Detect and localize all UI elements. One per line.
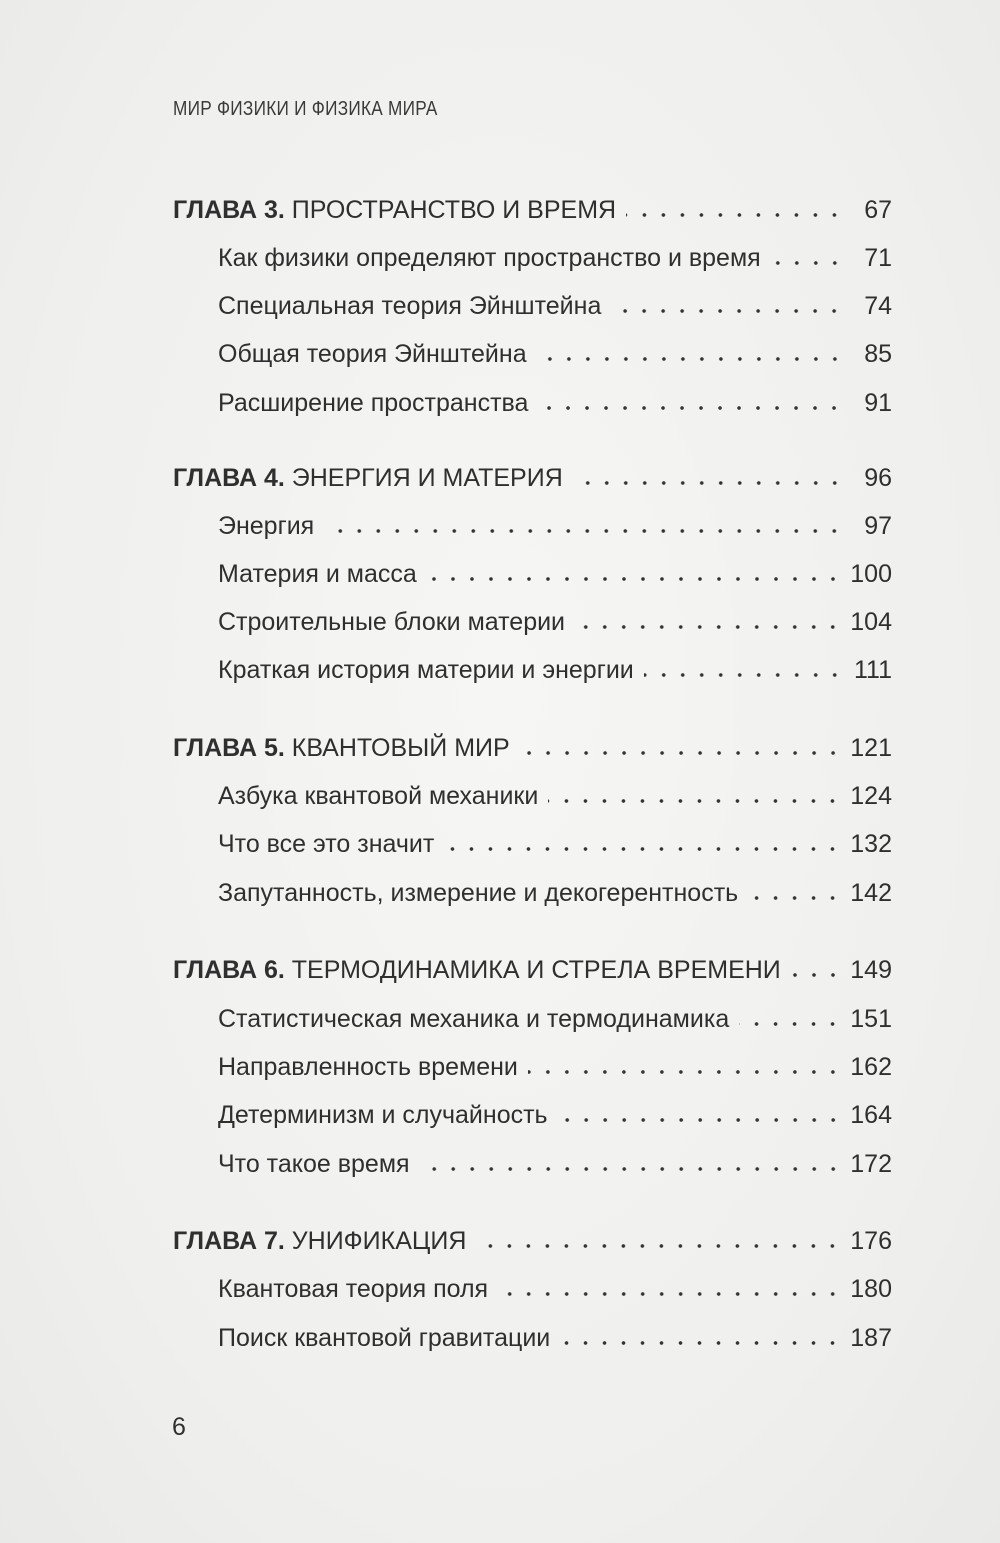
toc-page-number: 91 bbox=[864, 388, 892, 417]
section-title: Общая теория Эйнштейна bbox=[218, 339, 527, 368]
leader-dots bbox=[520, 751, 843, 755]
toc-page-number: 124 bbox=[850, 781, 892, 810]
toc-section-row[interactable] bbox=[0, 602, 1000, 642]
leader-dots bbox=[739, 1022, 842, 1026]
toc-page-number: 111 bbox=[853, 655, 892, 684]
section-title: Детерминизм и случайность bbox=[218, 1100, 548, 1129]
leader-dots bbox=[537, 357, 844, 361]
toc-page-number: 96 bbox=[864, 463, 892, 492]
toc-section-row[interactable] bbox=[0, 383, 1000, 423]
page-number: 6 bbox=[172, 1413, 186, 1441]
section-title: Специальная теория Эйнштейна bbox=[218, 291, 602, 320]
leader-dots bbox=[528, 1070, 842, 1074]
leader-dots bbox=[538, 406, 844, 410]
section-title: Как физики определяют пространство и время bbox=[218, 243, 761, 272]
section-title: Квантовая теория поля bbox=[218, 1274, 489, 1303]
chapter-name: ЭНЕРГИЯ И МАТЕРИЯ bbox=[291, 463, 563, 492]
leader-dots bbox=[548, 799, 842, 803]
chapter-name: ПРОСТРАНСТВО И ВРЕМЯ bbox=[291, 195, 617, 224]
toc-page-number: 67 bbox=[864, 195, 892, 224]
toc-section-row[interactable] bbox=[0, 238, 1000, 278]
toc-section-row[interactable] bbox=[0, 776, 1000, 816]
toc-page-number: 187 bbox=[850, 1323, 892, 1352]
toc-chapter-row[interactable] bbox=[0, 190, 1000, 230]
section-title: Азбука квантовой механики bbox=[218, 781, 539, 810]
toc-page-number: 142 bbox=[850, 878, 892, 907]
toc-section-row[interactable] bbox=[0, 554, 1000, 594]
toc-page-number: 71 bbox=[864, 243, 892, 272]
toc-chapter-row[interactable] bbox=[0, 1221, 1000, 1261]
toc-section-row[interactable] bbox=[0, 873, 1000, 913]
chapter-title bbox=[173, 734, 516, 763]
toc-section-row[interactable] bbox=[0, 824, 1000, 864]
toc-section-row[interactable] bbox=[0, 334, 1000, 374]
leader-dots bbox=[498, 1292, 842, 1296]
toc-page-number: 180 bbox=[850, 1274, 892, 1303]
toc-section-row[interactable] bbox=[0, 650, 1000, 690]
toc-section-row[interactable] bbox=[0, 1269, 1000, 1309]
chapter-name: УНИФИКАЦИЯ bbox=[291, 1226, 467, 1255]
toc-section-row[interactable] bbox=[0, 1144, 1000, 1184]
toc-page-number: 151 bbox=[850, 1004, 892, 1033]
section-title: Краткая история материи и энергии bbox=[218, 655, 634, 684]
running-head: МИР ФИЗИКИ И ФИЗИКА МИРА bbox=[173, 98, 438, 120]
leader-dots bbox=[560, 1341, 842, 1345]
section-title: Направленность времени bbox=[218, 1052, 518, 1081]
toc-section-row[interactable] bbox=[0, 1047, 1000, 1087]
toc-section-row[interactable] bbox=[0, 506, 1000, 546]
section-title: Энергия bbox=[218, 511, 315, 540]
chapter-title bbox=[173, 956, 787, 985]
toc-page-number: 164 bbox=[850, 1100, 892, 1129]
leader-dots bbox=[626, 213, 844, 217]
section-title: Материя и масса bbox=[218, 559, 417, 588]
toc-section-row[interactable] bbox=[0, 1318, 1000, 1358]
leader-dots bbox=[558, 1118, 843, 1122]
chapter-title bbox=[173, 1227, 472, 1256]
toc-page-number: 121 bbox=[850, 733, 892, 762]
toc-page-number: 85 bbox=[864, 339, 892, 368]
leader-dots bbox=[476, 1244, 842, 1248]
section-title: Что такое время bbox=[218, 1149, 410, 1178]
leader-dots bbox=[324, 529, 844, 533]
section-title: Запутанность, измерение и декогерентность bbox=[218, 878, 739, 907]
leader-dots bbox=[427, 577, 842, 581]
section-title: Статистическая механика и термодинамика bbox=[218, 1004, 730, 1033]
toc-page-number: 172 bbox=[850, 1149, 892, 1178]
chapter-name: ТЕРМОДИНАМИКА И СТРЕЛА ВРЕМЕНИ bbox=[291, 955, 781, 984]
leader-dots bbox=[748, 896, 842, 900]
toc-page-number: 97 bbox=[864, 511, 892, 540]
leader-dots bbox=[420, 1167, 843, 1171]
toc-page-number: 104 bbox=[850, 607, 892, 636]
toc-page-number: 162 bbox=[850, 1052, 892, 1081]
section-title: Расширение пространства bbox=[218, 388, 529, 417]
chapter-label: ГЛАВА 3. bbox=[173, 195, 285, 224]
chapter-label: ГЛАВА 4. bbox=[173, 463, 285, 492]
toc-chapter-row[interactable] bbox=[0, 458, 1000, 498]
leader-dots bbox=[573, 481, 844, 485]
chapter-label: ГЛАВА 6. bbox=[173, 955, 285, 984]
leader-dots bbox=[444, 847, 842, 851]
section-title: Что все это значит bbox=[218, 829, 435, 858]
chapter-title bbox=[173, 464, 569, 493]
toc-page-number: 74 bbox=[864, 291, 892, 320]
toc-page-number: 100 bbox=[850, 559, 892, 588]
section-title: Строительные блоки материи bbox=[218, 607, 566, 636]
leader-dots bbox=[791, 973, 843, 977]
toc-page-number: 132 bbox=[850, 829, 892, 858]
chapter-title bbox=[173, 196, 622, 225]
toc-section-row[interactable] bbox=[0, 1095, 1000, 1135]
section-title: Поиск квантовой гравитации bbox=[218, 1323, 551, 1352]
toc-page-number: 176 bbox=[850, 1226, 892, 1255]
toc-chapter-row[interactable] bbox=[0, 728, 1000, 768]
toc-section-row[interactable] bbox=[0, 999, 1000, 1039]
toc-page-number: 149 bbox=[850, 955, 892, 984]
leader-dots bbox=[644, 673, 844, 677]
chapter-label: ГЛАВА 5. bbox=[173, 733, 285, 762]
chapter-name: КВАНТОВЫЙ МИР bbox=[291, 733, 510, 762]
leader-dots bbox=[771, 261, 844, 265]
leader-dots bbox=[611, 309, 844, 313]
toc-section-row[interactable] bbox=[0, 286, 1000, 326]
leader-dots bbox=[575, 625, 842, 629]
chapter-label: ГЛАВА 7. bbox=[173, 1226, 285, 1255]
toc-chapter-row[interactable] bbox=[0, 950, 1000, 990]
